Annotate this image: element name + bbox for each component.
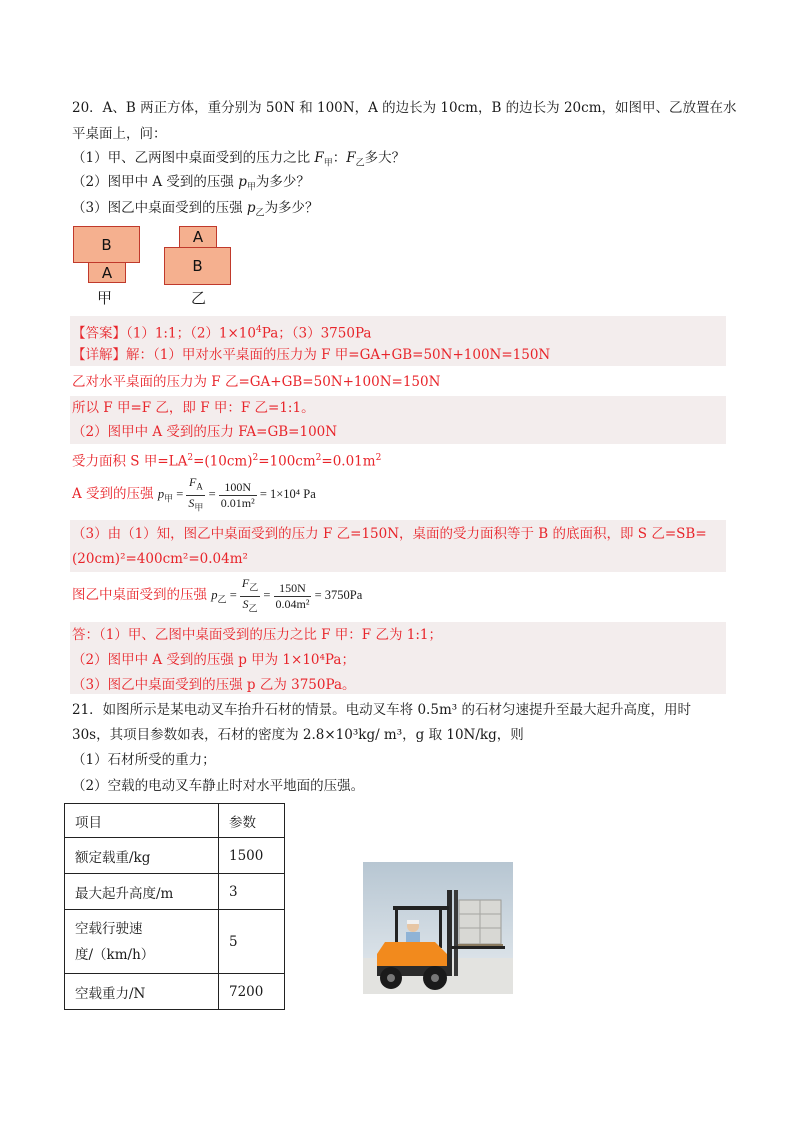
q20-sub3-prefix: （3）图乙中桌面受到的压强 xyxy=(72,200,247,216)
final-line1: 答：（1）甲、乙图中桌面受到的压力之比 F 甲：F 乙为 1:1； xyxy=(72,627,442,643)
table-row xyxy=(65,838,285,874)
table-cell: 3 xyxy=(219,874,285,910)
q20-sub2 xyxy=(72,172,310,198)
answer-label: 【答案】 xyxy=(72,325,126,342)
detail-label: 【详解】 xyxy=(72,347,126,363)
formula2-num-sub: 乙 xyxy=(249,582,259,593)
table-row xyxy=(65,910,285,974)
q21-stem-line2: 30s，其项目参数如表，石材的密度为 2.8×10³kg/ m³，g 取 10N/kg，则 xyxy=(72,727,524,743)
q20-sub3-p: p xyxy=(246,200,256,216)
table-cell-line: 空载行驶速 xyxy=(75,920,143,937)
params-table xyxy=(64,803,285,1010)
detail-line1 xyxy=(72,345,550,365)
formula1-den: S xyxy=(188,495,195,510)
detail-line5-d: =0.01m xyxy=(321,453,376,470)
fig-jia-block-a: A xyxy=(88,262,126,283)
q20-stem-line2: 平桌面上，问： xyxy=(72,126,167,142)
formula1-den-sub: 甲 xyxy=(194,502,204,513)
q20-sub2-prefix: （2）图甲中 A 受到的压强 xyxy=(72,174,239,190)
table-cell: 额定载重/kg xyxy=(65,838,219,874)
q20-sub3-suffix: 为多少？ xyxy=(264,200,319,216)
table-row xyxy=(65,874,285,910)
detail-line8: (20cm)²=400cm²=0.04m² xyxy=(72,551,248,567)
detail-line3: 所以 F 甲=F 乙，即 F 甲：F 乙=1:1。 xyxy=(72,400,315,416)
formula1-num: F xyxy=(189,475,197,490)
detail-line5: 受力面积 S 甲$=LA^2=(10cm)^2=100cm^2=0.01m^2$ xyxy=(72,453,382,470)
formula1-num-sub: A xyxy=(196,481,203,492)
table-cell-line: 度/（km/h） xyxy=(75,946,155,963)
q20-sub1-s1: 甲 xyxy=(323,158,333,169)
q20-sub3-s: 乙 xyxy=(255,208,265,219)
table-cell: 7200 xyxy=(219,974,285,1010)
detail-line5-c: =100cm xyxy=(258,453,316,470)
formula2-den: S xyxy=(242,596,249,611)
q20-stem-line1: 20．A、B 两正方体，重分别为 50N 和 100N，A 的边长为 10cm，B 的边长为 20cm，如图甲、乙放置在水 xyxy=(72,100,737,116)
forklift-photo xyxy=(363,862,513,994)
q20-sub2-suffix: 为多少？ xyxy=(255,174,310,190)
detail-line4: （2）图甲中 A 受到的压力 FA=GB=100N xyxy=(72,424,338,440)
detail-line6: A 受到的压强 $p_甲$ = $\frac{F_A}{S_甲}$ = $\frac{100N}{\text{0.01m²}}$ = 1×10⁴ Pa xyxy=(72,475,316,513)
formula2-lhs: p xyxy=(211,588,218,602)
detail-line7: （3）由（1）知，图乙中桌面受到的压力 F 乙=150N，桌面的受力面积等于 B 的底面积，即 S 乙=SB= xyxy=(72,526,707,542)
answer-exp: 4 xyxy=(255,325,262,335)
answer-text-b: Pa；（3）3750Pa xyxy=(261,325,372,342)
fig-yi-caption: 乙 xyxy=(191,289,207,307)
formula2-lhs-sub: 乙 xyxy=(217,594,227,605)
formula2-num: F xyxy=(241,576,250,591)
final-line3: （3）图乙中桌面受到的压强 p 乙为 3750Pa。 xyxy=(72,677,356,693)
formula1-num2: 100N xyxy=(219,480,257,496)
q20-sub1-s2: 乙 xyxy=(355,158,365,169)
table-cell: 最大起升高度/m xyxy=(65,874,219,910)
final-line2: （2）图甲中 A 受到的压强 p 甲为 1×10⁴Pa； xyxy=(72,652,355,668)
fig-yi-block-a: A xyxy=(179,226,217,248)
forklift-illustration xyxy=(363,862,513,994)
q20-sub1-prefix: （1）甲、乙两图中桌面受到的压力之比 xyxy=(72,150,315,166)
q21-sub1: （1）石材所受的重力； xyxy=(72,752,216,768)
table-row xyxy=(65,804,285,838)
detail-line9: 图乙中桌面受到的压强 $p_乙$ = $\frac{F_乙}{S_乙}$ = $\frac{150N}{\text{0.04m²}}$ = 3750Pa xyxy=(72,576,363,614)
detail-line9-label: 图乙中桌面受到的压强 xyxy=(72,587,207,603)
q20-sub1-F: F xyxy=(314,150,324,166)
detail-line6-label: A 受到的压强 xyxy=(72,486,154,502)
q20-sub1-colon: ： xyxy=(332,150,347,166)
detail-text-1: 解：（1）甲对水平桌面的压力为 F 甲=GA+GB=50N+100N=150N xyxy=(126,347,551,363)
q20-sub3 xyxy=(72,198,319,224)
table-cell: 5 xyxy=(219,910,285,974)
q21-stem-line1: 21．如图所示是某电动叉车抬升石材的情景。电动叉车将 0.5m³ 的石材匀速提升至最大起升高度，用时 xyxy=(72,702,691,718)
formula2-num2: 150N xyxy=(274,581,312,597)
formula1-result: = 1×10⁴ Pa xyxy=(259,487,316,501)
formula1-lhs-sub: 甲 xyxy=(164,493,174,504)
table-header-param: 参数 xyxy=(219,804,285,838)
formula1-lhs: p xyxy=(157,487,165,501)
fig-jia-block-b: B xyxy=(73,226,140,263)
table-header-item: 项目 xyxy=(65,804,219,838)
formula2-den2: 0.04m² xyxy=(275,596,310,611)
q20-sub2-p: p xyxy=(238,174,247,190)
detail-line5-a: 受力面积 S 甲=LA xyxy=(72,453,188,470)
table-row xyxy=(65,974,285,1010)
table-cell: 空载重力/N xyxy=(65,974,219,1010)
fig-yi-block-b: B xyxy=(164,247,231,285)
q20-sub2-s: 甲 xyxy=(246,182,256,193)
answer-line xyxy=(72,320,371,344)
q20-sub1-F2: F xyxy=(346,150,356,166)
q20-sub1 xyxy=(72,148,405,174)
formula1-den2: 0.01m² xyxy=(220,495,255,510)
q21-sub2: （2）空载的电动叉车静止时对水平地面的压强。 xyxy=(72,778,365,794)
formula2-den-sub: 乙 xyxy=(248,603,258,614)
q20-sub1-suffix: 多大？ xyxy=(364,150,406,166)
table-cell: 1500 xyxy=(219,838,285,874)
answer-text-a: （1）1:1；（2）1×10 xyxy=(126,325,256,342)
detail-line5-b: =(10cm) xyxy=(193,453,253,470)
formula2-result: = 3750Pa xyxy=(314,588,363,602)
table-cell xyxy=(65,910,219,974)
detail-line2: 乙对水平桌面的压力为 F 乙=GA+GB=50N+100N=150N xyxy=(72,374,441,390)
fig-jia-caption: 甲 xyxy=(97,289,113,307)
